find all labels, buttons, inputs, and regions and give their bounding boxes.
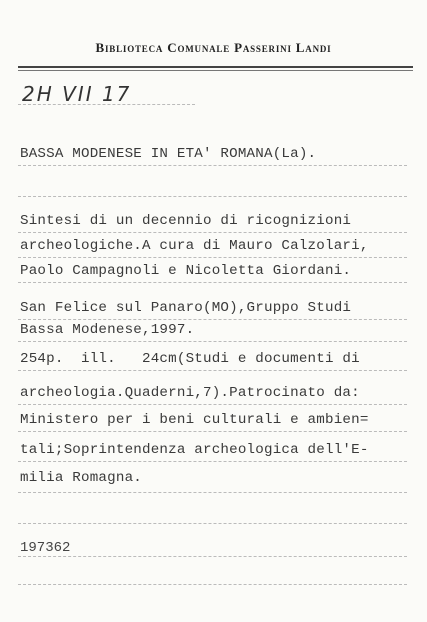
body-line-9: tali;Soprintendenza archeologica dell'E-: [20, 442, 369, 458]
ruled-line: [18, 584, 407, 585]
header-rule-thin: [18, 70, 413, 71]
ruled-line: [18, 370, 407, 371]
ruled-line: [18, 196, 407, 197]
header-rule: [18, 66, 413, 68]
body-line-2: archeologiche.A cura di Mauro Calzolari,: [20, 238, 369, 254]
body-line-6: 254p. ill. 24cm(Studi e documenti di: [20, 351, 360, 367]
ruled-line: [18, 165, 407, 166]
title-line: BASSA MODENESE IN ETA' ROMANA(La).: [20, 146, 317, 162]
library-header: Biblioteca Comunale Passerini Landi: [95, 40, 332, 55]
ruled-line: [18, 523, 407, 524]
accession-number: 197362: [20, 540, 71, 556]
body-line-10: milia Romagna.: [20, 470, 142, 486]
ruled-line: [18, 461, 407, 462]
ruled-line: [18, 232, 407, 233]
body-line-8: Ministero per i beni culturali e ambien=: [20, 412, 369, 428]
ruled-line: [18, 492, 407, 493]
ruled-line: [18, 431, 407, 432]
ruled-line: [18, 282, 407, 283]
body-line-3: Paolo Campagnoli e Nicoletta Giordani.: [20, 263, 352, 279]
ruled-line: [18, 257, 407, 258]
body-line-5: Bassa Modenese,1997.: [20, 322, 195, 338]
ruled-line: [18, 404, 407, 405]
ruled-line: [18, 341, 407, 342]
ruled-line: [18, 319, 407, 320]
body-line-4: San Felice sul Panaro(MO),Gruppo Studi: [20, 300, 352, 316]
call-number-underline: [18, 104, 195, 105]
ruled-line: [18, 556, 407, 557]
call-number: 2H VII 17: [22, 82, 132, 106]
body-line-7: archeologia.Quaderni,7).Patrocinato da:: [20, 385, 360, 401]
body-line-1: Sintesi di un decennio di ricognizioni: [20, 213, 352, 229]
